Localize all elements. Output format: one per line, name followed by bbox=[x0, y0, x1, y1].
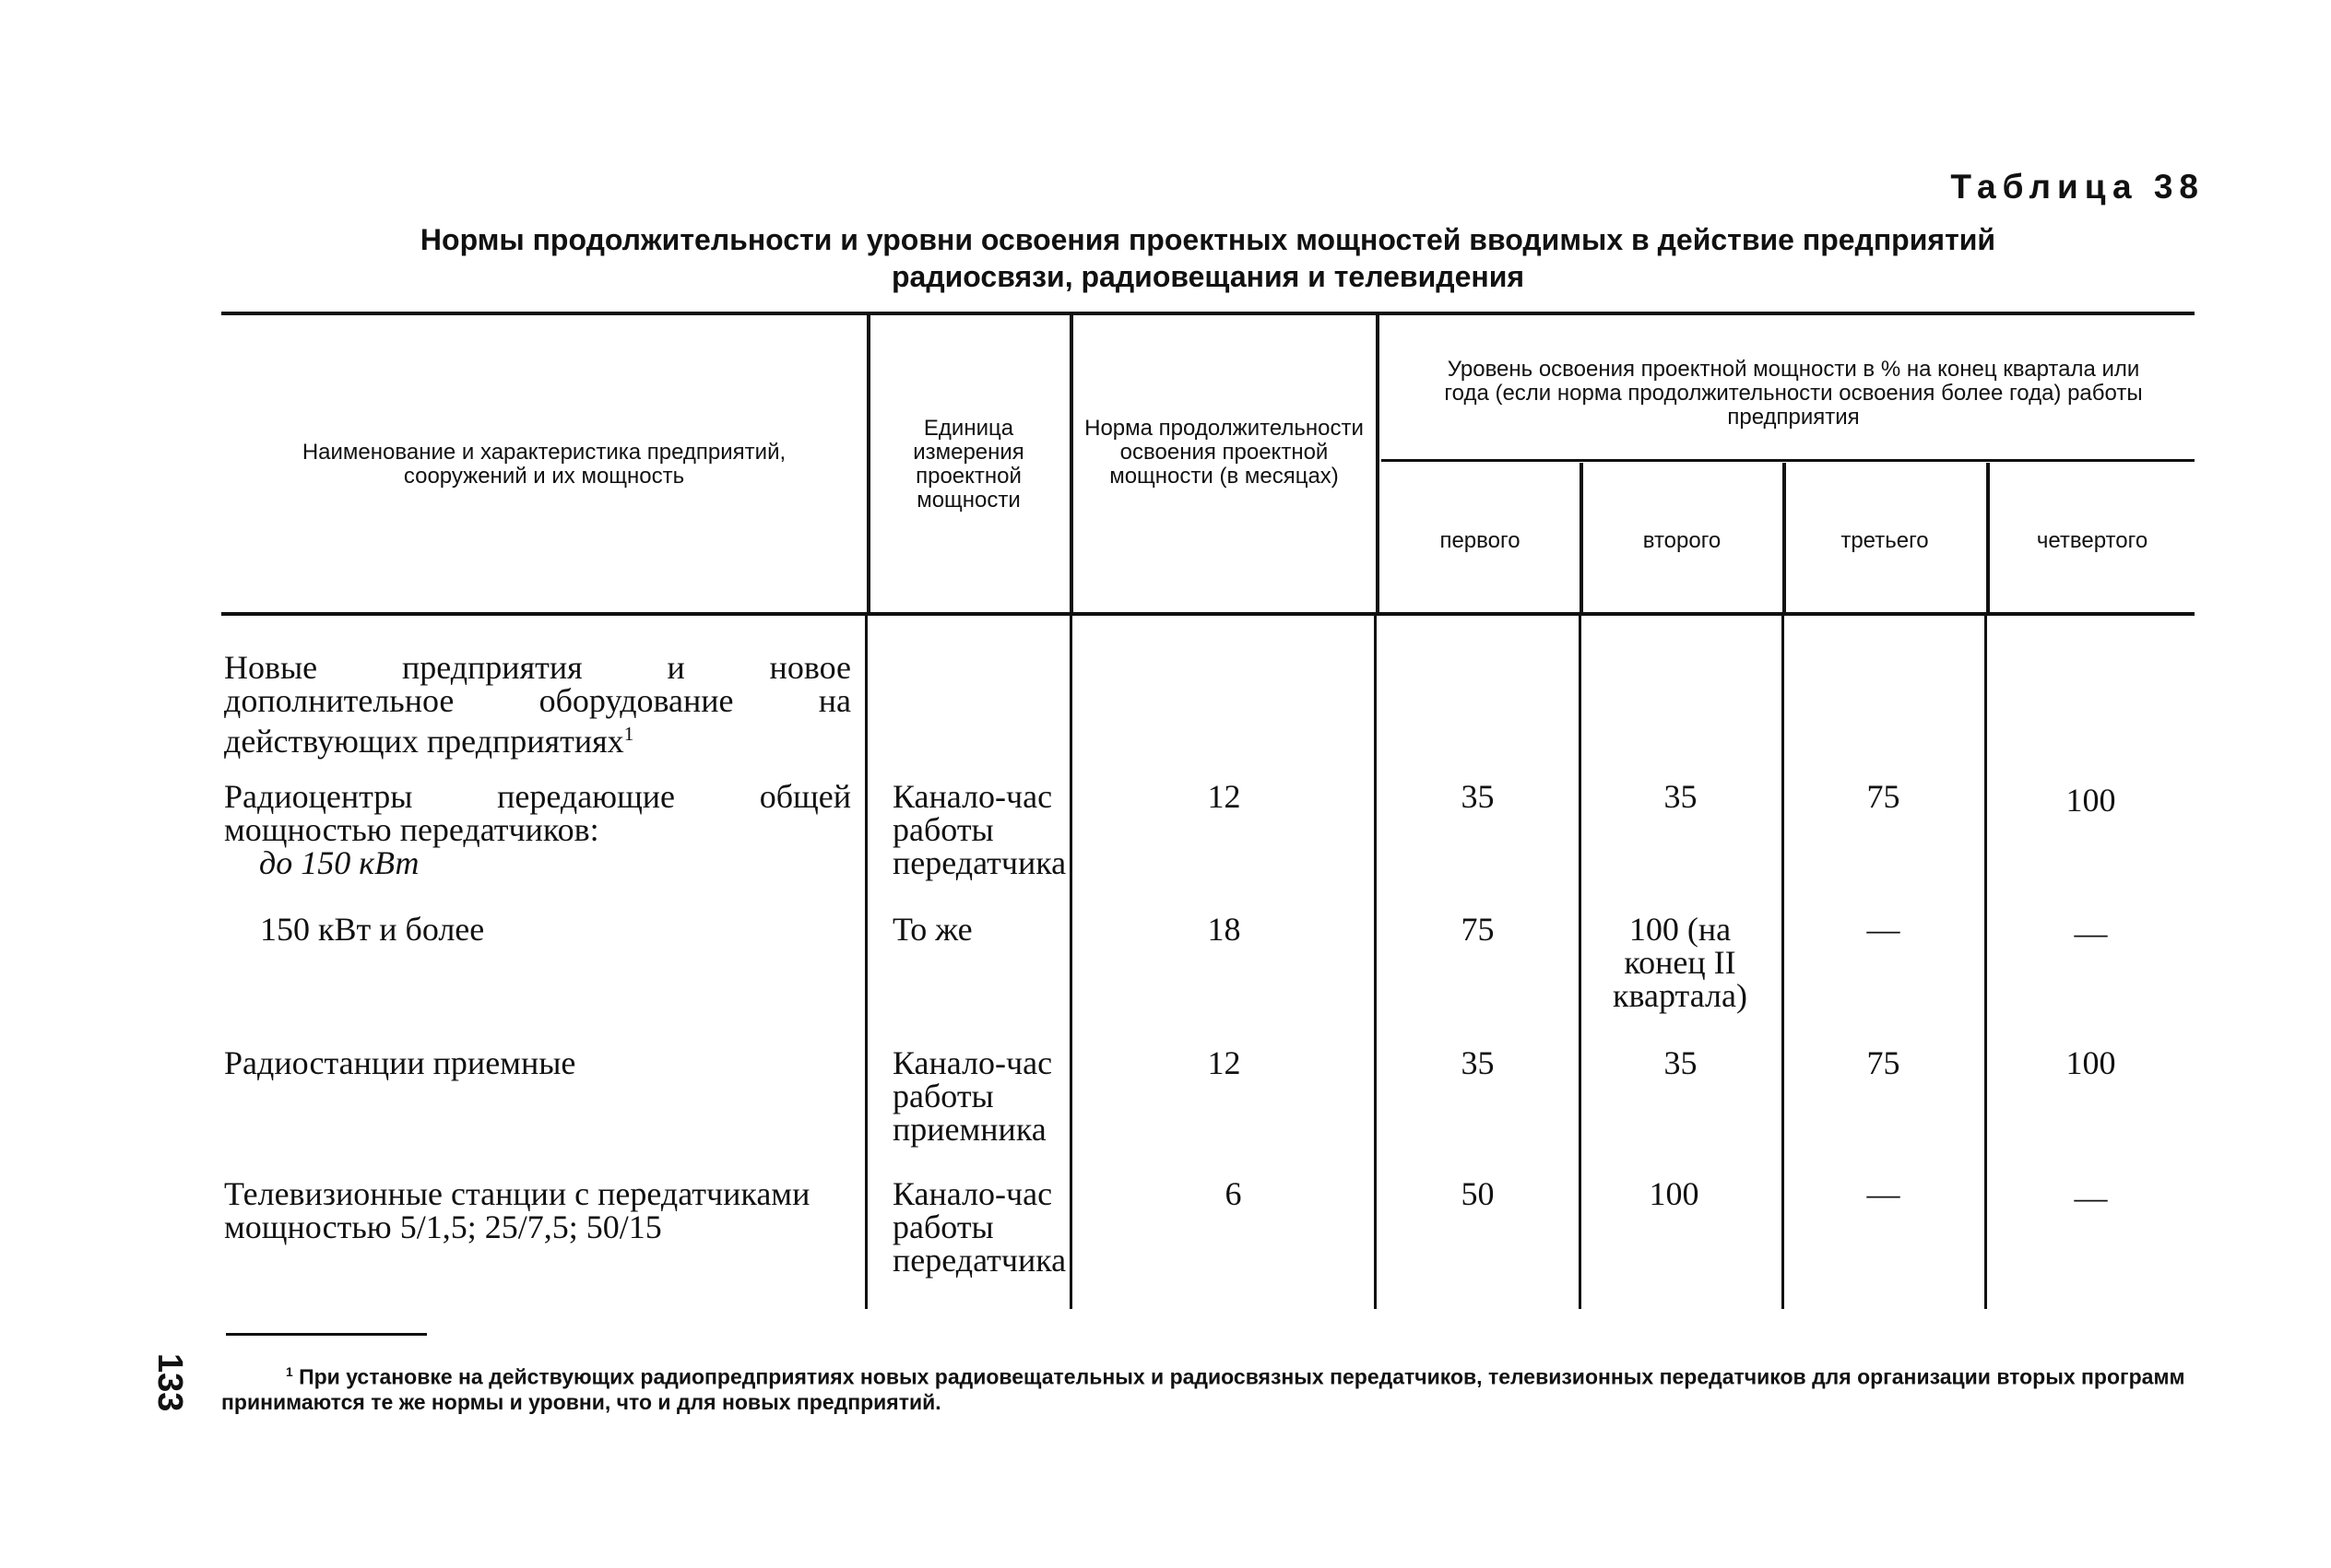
row2-q1: 75 bbox=[1461, 911, 1495, 948]
row4-q1: 50 bbox=[1461, 1175, 1495, 1212]
header-q2: второго bbox=[1642, 528, 1722, 553]
col-divider-2 bbox=[1070, 315, 1073, 612]
section-title bbox=[224, 651, 851, 758]
header-name: Наименование и характеристика предприятий, сооружений и их мощность bbox=[302, 440, 787, 489]
header-q4: четвертого bbox=[2036, 528, 2148, 553]
row1-norm: 12 bbox=[1207, 778, 1241, 815]
header-subrule bbox=[1381, 459, 2195, 462]
header-level: Уровень освоения проектной мощности в % на конец квартала или года (если норма продолжительности освоения более года) работы предприятия bbox=[1444, 357, 2143, 430]
row2-q4: — bbox=[2074, 914, 2108, 951]
row4-norm: 6 bbox=[1225, 1175, 1242, 1212]
row4-q2: 100 bbox=[1649, 1175, 1699, 1212]
table-title bbox=[221, 221, 2195, 295]
row3-name: Радиостанции приемные bbox=[224, 1044, 576, 1081]
col-divider-1 bbox=[867, 315, 870, 612]
row1-name bbox=[224, 780, 851, 879]
row2-q2: 100 (на конец II квартала) bbox=[1613, 911, 1747, 1014]
page-number: 133 bbox=[150, 1353, 189, 1412]
row2-norm: 18 bbox=[1207, 911, 1241, 948]
row3-unit: Канало-час работы приемника bbox=[893, 1044, 1053, 1148]
row1-q3: 75 bbox=[1866, 778, 1900, 815]
header-q1: первого bbox=[1439, 528, 1520, 553]
table-label: Таблица 38 bbox=[1950, 168, 2205, 206]
footnote-ref: 1 bbox=[623, 723, 634, 745]
footnote-rule bbox=[226, 1333, 427, 1336]
row3-norm: 12 bbox=[1207, 1044, 1241, 1081]
col-divider-5 bbox=[1782, 463, 1786, 612]
row1-q1: 35 bbox=[1461, 778, 1495, 815]
col-divider-4 bbox=[1580, 463, 1583, 612]
top-rule bbox=[221, 312, 2195, 315]
row1-q4: 100 bbox=[2065, 782, 2116, 819]
row4-q3: — bbox=[1866, 1175, 1900, 1212]
row3-q4: 100 bbox=[2065, 1044, 2116, 1081]
body-divider-2 bbox=[1070, 616, 1072, 1309]
row4-unit: Канало-час работы передатчика bbox=[893, 1175, 1067, 1279]
row4-name: Телевизионные станции с передатчиками мощностью 5/1,5; 25/7,5; 50/15 bbox=[224, 1175, 811, 1245]
row2-q3: — bbox=[1866, 911, 1900, 948]
row4-q4: — bbox=[2074, 1179, 2108, 1216]
col-divider-3 bbox=[1376, 315, 1379, 612]
row2-unit: То же bbox=[893, 911, 973, 948]
row3-q3: 75 bbox=[1866, 1044, 1900, 1081]
table-title-line1: Нормы продолжительности и уровни освоения проектных мощностей вводимых в действие предприятий bbox=[420, 223, 1996, 256]
footnote-mark: 1 bbox=[286, 1365, 293, 1379]
row1-name-line1: Радиоцентры передающие общей мощностью передатчиков: bbox=[224, 778, 851, 848]
row1-name-line2: до 150 кВт bbox=[259, 844, 420, 881]
footnote bbox=[221, 1360, 2204, 1415]
section-title-text: Новые предприятия и новое дополнительное оборудование на действующих предприятиях bbox=[224, 649, 851, 760]
row1-q2: 35 bbox=[1663, 778, 1698, 815]
header-bottom-rule bbox=[221, 612, 2195, 616]
header-norm: Норма продолжительности освоения проектной мощности (в месяцах) bbox=[1084, 416, 1364, 489]
row1-unit: Канало-час работы передатчика bbox=[893, 778, 1067, 881]
row2-name: 150 кВт и более bbox=[260, 911, 485, 948]
footnote-text: При установке на действующих радиопредприятиях новых радиовещательных и радиосвязных передатчиков, телевизионных передатчиков для организации вторых программ принимаются те же нормы и уровни, что и для новых предприятий. bbox=[221, 1364, 2185, 1414]
header-q3: третьего bbox=[1840, 528, 1929, 553]
row3-q2: 35 bbox=[1663, 1044, 1698, 1081]
table-title-line2: радиосвязи, радиовещания и телевидения bbox=[891, 260, 1525, 293]
header-unit: Единица измерения проектной мощности bbox=[913, 416, 1024, 513]
row3-q1: 35 bbox=[1461, 1044, 1495, 1081]
